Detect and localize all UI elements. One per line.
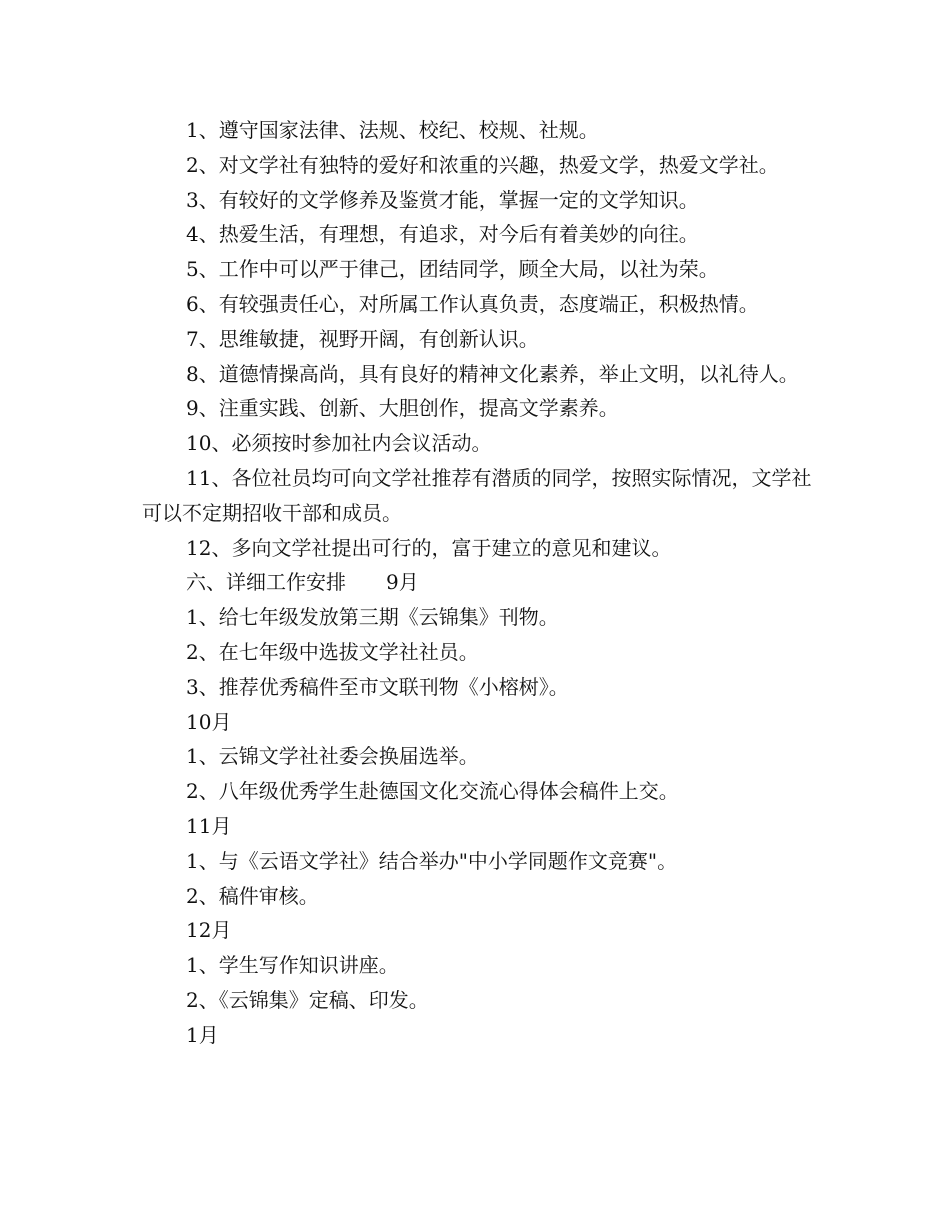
requirement-7: 7、思维敏捷，视野开阔，有创新认识。 [186,326,539,351]
requirement-11: 11、各位社员均可向文学社推荐有潜质的同学，按照实际情况，文学社可以不定期招收干部和成员。 [142,465,812,525]
requirement-4: 4、热爱生活，有理想，有追求，对今后有着美妙的向往。 [186,222,699,247]
november-item-2: 2、稿件审核。 [186,883,319,908]
requirement-1: 1、遵守国家法律、法规、校纪、校规、社规。 [186,118,599,142]
december-item-2: 2、《云锦集》定稿、印发。 [186,987,429,1012]
september-item-3: 3、推荐优秀稿件至市文联刊物《小榕树》。 [186,674,569,699]
november-label: 11月 [186,813,232,838]
october-label: 10月 [186,709,232,734]
requirement-3: 3、有较好的文学修养及鉴赏才能，掌握一定的文学知识。 [186,187,699,212]
requirement-8: 8、道德情操高尚，具有良好的精神文化素养，举止文明，以礼待人。 [186,361,799,386]
december-label: 12月 [186,918,232,943]
requirement-9: 9、注重实践、创新、大胆创作，提高文学素养。 [186,396,619,421]
section-heading: 六、详细工作安排 9月 [186,570,419,595]
october-item-2: 2、八年级优秀学生赴德国文化交流心得体会稿件上交。 [186,779,679,804]
document-body [142,113,822,1053]
requirement-6: 6、有较强责任心，对所属工作认真负责，态度端正，积极热情。 [186,291,759,316]
requirement-2: 2、对文学社有独特的爱好和浓重的兴趣，热爱文学，热爱文学社。 [186,152,779,177]
september-item-1: 1、给七年级发放第三期《云锦集》刊物。 [186,605,559,630]
september-item-2: 2、在七年级中选拔文学社社员。 [186,639,479,664]
october-item-1: 1、云锦文学社社委会换届选举。 [186,744,479,769]
november-item-1: 1、与《云语文学社》结合举办"中小学同题作文竞赛"。 [186,848,678,873]
december-item-1: 1、学生写作知识讲座。 [186,953,399,978]
requirement-12: 12、多向文学社提出可行的，富于建立的意见和建议。 [186,535,672,560]
requirement-5: 5、工作中可以严于律己，团结同学，顾全大局，以社为荣。 [186,257,719,282]
requirement-10: 10、必须按时参加社内会议活动。 [186,431,492,456]
january-label: 1月 [186,1022,219,1047]
